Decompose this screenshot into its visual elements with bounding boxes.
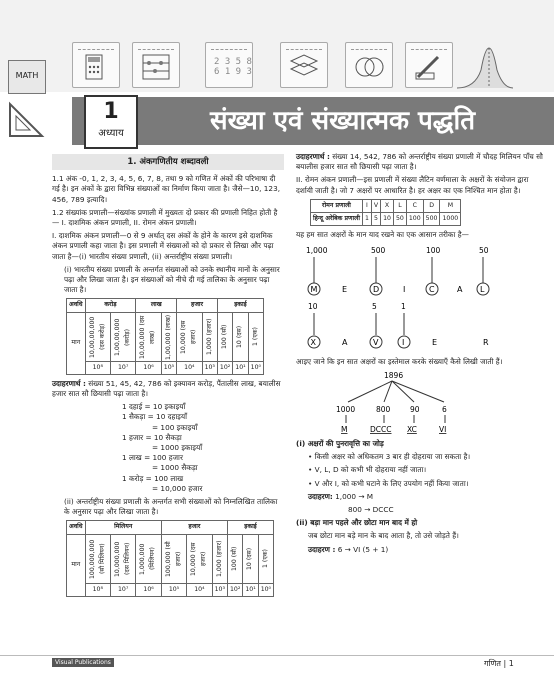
table-header: इकाई	[227, 521, 273, 534]
example-label: उदाहरणार्थ :	[52, 378, 86, 388]
example-text: संख्या 14, 542, 786 को अन्तर्राष्ट्रीय संख्या प्रणाली में चौदह मिलियन पाँच सौ बयालीस हजार सात सौ छियासी पढ़ा जाता है।	[296, 152, 543, 172]
table-cell: M	[440, 199, 461, 212]
table-cell: 10,00,000 (दस लाख)	[139, 314, 157, 359]
letter-circled: I	[402, 338, 405, 348]
table-cell: 100	[406, 213, 423, 226]
book-icon	[280, 42, 328, 88]
table-header: हजार	[177, 299, 218, 312]
row-label: मान	[67, 534, 86, 596]
indian-place-value-table	[66, 298, 264, 374]
bell-curve-icon	[455, 40, 515, 90]
table-cell: 10,000 (दस हजार)	[180, 319, 198, 354]
equation: 1 दहाई = 10 इकाइयाँ	[122, 402, 186, 412]
right-column	[296, 152, 546, 558]
bullet-item: • किसी अक्षर को अधिकतम 3 बार ही दोहराया जा सकता है।	[308, 452, 471, 462]
bullet-item: • V, L, D को कभी भी दोहराया नहीं जाता।	[308, 465, 427, 475]
tree-intro: आइए जाने कि इन सात अक्षरों का इस्तेमाल करके संख्याएँ कैसे लिखी जाती हैं।	[296, 356, 503, 366]
letter-circled: C	[429, 285, 435, 295]
letter: I	[403, 285, 406, 295]
table-cell: 10⁸	[85, 583, 110, 596]
table-header: करोड़	[85, 299, 136, 312]
table-cell: 100 (सौ)	[230, 546, 238, 571]
equation: = 10,000 हजार	[152, 483, 203, 493]
tree-roman: XC	[407, 424, 417, 434]
international-place-value-table	[66, 520, 274, 596]
set-square-icon	[6, 100, 46, 140]
chapter-label: अध्याय	[98, 128, 124, 139]
section-heading: 1. अंकगणितीय शब्दावली	[52, 154, 284, 170]
para-II: II. रोमन अंकन प्रणाली—इस प्रणाली में संख्या लैटिन वर्णमाला के अक्षरों के संयोजन द्वारा दर्शायी जाती है। जो 7 अक्षरों पर आधारित है। हर अक्षर का एक निश्चित मान होता है।	[296, 175, 529, 195]
example-value: 800 → DCCC	[348, 505, 394, 515]
value-label: 100	[426, 246, 441, 256]
row-label: मान	[67, 312, 86, 374]
para-1-1: 1.1 अंक -0, 1, 2, 3, 4, 5, 6, 7, 8, तथा 9 को गणित में अंकों की परिभाषा दी गई है। इन अंकों के द्वारा विभिन्न संख्याओं का निर्माण किया जाता है। जैसे—10, 123, 456, 789 इत्यादि।	[52, 174, 281, 204]
value-label: 500	[371, 246, 386, 256]
venn-icon	[345, 42, 393, 88]
row-label: हिन्दू अरेबिक प्रणाली	[311, 213, 363, 226]
tree-roman: DCCC	[370, 424, 392, 434]
tree-root: 1896	[384, 370, 404, 380]
table-cell: 10⁶	[136, 583, 161, 596]
table-cell: 50	[393, 213, 406, 226]
example-value: 6 → VI (5 + 1)	[337, 544, 389, 554]
table-cell: 10,00,00,000 (दस करोड़)	[88, 315, 106, 358]
tree-node: 800	[376, 404, 391, 414]
equation: = 100 इकाइयाँ	[152, 422, 198, 432]
table-cell: 10⁰	[258, 583, 273, 596]
table-cell: 10⁷	[110, 361, 135, 374]
table-header: इकाई	[217, 299, 263, 312]
equation: = 1000 इकाइयाँ	[152, 443, 203, 453]
table-cell: 10 (दस)	[246, 547, 254, 570]
abacus-icon	[132, 42, 180, 88]
rule-ii-text: जब छोटा मान बड़े मान के बाद आता है, तो उसे जोड़ते हैं।	[308, 531, 459, 541]
table-cell: L	[393, 199, 406, 212]
value-label: 10	[308, 302, 318, 312]
row-label: रोमन प्रणाली	[311, 199, 363, 212]
mnemonic-intro: यह हम सात अक्षरों के मान याद रखने का एक आसान तरीका है—	[296, 230, 469, 240]
table-cell: 1 (एक)	[261, 549, 269, 569]
table-cell: 1,000 (हजार)	[205, 318, 213, 355]
tree-node: 1000	[336, 404, 356, 414]
para-ii: (ii) अन्तर्राष्ट्रीय संख्या प्रणाली के अन्तर्गत सभी संख्याओं को निम्नलिखित तालिका के अनुसार पढ़ा और लिखा जाता है।	[64, 497, 278, 517]
example-text: संख्या 51, 45, 42, 786 को इक्यावन करोड़, पैंतालीस लाख, बयालीस हजार सात सौ छियासी पढ़ा जाता है।	[52, 378, 281, 399]
table-header: लाख	[136, 299, 177, 312]
table-cell: 10⁵	[161, 361, 176, 374]
letter: A	[457, 285, 463, 295]
example-label: उदाहरण :	[308, 544, 336, 554]
publisher-logo: Visual Publications	[52, 658, 114, 667]
equation: 1 करोड़ = 100 लाख	[122, 473, 184, 483]
table-cell: 100,000,000 (सौ मिलियन)	[88, 539, 106, 579]
table-cell: X	[381, 199, 394, 212]
table-cell: 10¹	[233, 361, 248, 374]
value-label: 1	[401, 302, 406, 312]
table-cell: 1,00,000 (लाख)	[164, 314, 172, 360]
table-header: हजार	[161, 521, 227, 534]
value-label: 1,000	[306, 246, 328, 256]
page-number: गणित | 1	[484, 659, 514, 668]
pencil-icon	[405, 42, 453, 88]
table-cell: 10 (दस)	[236, 325, 244, 348]
equation: 1 सैकड़ा = 10 दहाइयाँ	[122, 412, 187, 422]
table-cell: 10⁴	[177, 361, 202, 374]
table-cell: 1,000,000 (मिलियन)	[139, 542, 157, 575]
table-cell: 1	[362, 213, 371, 226]
letter-circled: X	[310, 338, 316, 348]
rule-i-heading: (i) अक्षरों की पुनरावृत्ति का जोड़	[296, 439, 384, 449]
table-cell: V	[371, 199, 380, 212]
letter-circled: V	[373, 338, 379, 348]
para-I: I. दाशमिक अंकन प्रणाली—0 से 9 अर्थात् दस अंकों के होने के कारण इसे दाशमिक अंकन प्रणाली कहा जाता है। इस प्रणाली में संख्याओं को दो प्रकार से लिखा और पढ़ा जाता है—(i) भारतीय संख्या प्रणाली, (ii) अन्तर्राष्ट्रीय संख्या प्रणाली।	[52, 231, 274, 261]
table-cell: 10⁷	[110, 583, 135, 596]
letter: R	[483, 338, 489, 348]
equation: 1 हजार = 10 सैकड़ा	[122, 432, 182, 442]
table-cell: 10³	[202, 361, 217, 374]
letter-circled: D	[373, 285, 380, 295]
table-cell: D	[423, 199, 440, 212]
table-cell: 10³	[212, 583, 227, 596]
tree-node: 90	[410, 404, 420, 414]
equation: = 1000 सैकड़ा	[152, 463, 198, 473]
calculator-icon	[72, 42, 120, 88]
table-cell: 10⁸	[85, 361, 110, 374]
left-column	[52, 152, 284, 597]
mnemonic-diagram	[296, 243, 546, 353]
table-cell: 10,000,000 (दस मिलियन)	[113, 540, 132, 577]
equation: 1 लाख = 100 हजार	[122, 453, 183, 463]
chapter-number: 1	[103, 99, 119, 124]
bullet-item: • V और I, को कभी घटाने के लिए उपयोग नहीं किया जाता।	[308, 478, 469, 488]
letter-circled: M	[310, 285, 318, 295]
chapter-number-box	[84, 95, 138, 149]
table-header: मिलियन	[85, 521, 161, 534]
example-value: 1,000 → M	[335, 491, 374, 501]
example-label: उदाहरण:	[308, 491, 333, 501]
table-header: अवधि	[67, 521, 86, 534]
table-header: अवधि	[67, 299, 86, 312]
para-1-2: 1.2 संख्यांक प्रणाली—संख्यांक प्रणाली में मुख्यतः दो प्रकार की प्रणाली निहित होती है— I. दाशमिक अंकन प्रणाली, II. रोमन अंकन प्रणाली।	[52, 207, 278, 228]
table-cell: 10¹	[243, 583, 258, 596]
table-cell: 10⁴	[187, 583, 212, 596]
table-cell: 5	[371, 213, 380, 226]
roman-value-table	[310, 199, 461, 226]
letter: E	[342, 285, 348, 295]
table-cell: 1,000 (हजार)	[215, 540, 223, 577]
table-cell: 10²	[217, 361, 232, 374]
table-cell: 100 (सौ)	[220, 324, 228, 349]
table-cell: 10²	[227, 583, 242, 596]
table-cell: I	[362, 199, 371, 212]
example-label: उदाहरणार्थ :	[296, 152, 330, 161]
table-cell: 10⁰	[248, 361, 263, 374]
table-cell: 1000	[440, 213, 461, 226]
value-label: 5	[372, 302, 377, 312]
table-cell: 10	[381, 213, 394, 226]
letter-circled: L	[480, 285, 485, 295]
letter: E	[432, 338, 438, 348]
value-label: 50	[479, 246, 489, 256]
table-cell: 500	[423, 213, 440, 226]
chapter-title: संख्या एवं संख्यात्मक पद्धति	[210, 106, 476, 136]
letter: A	[342, 338, 348, 348]
table-cell: 10⁵	[161, 583, 186, 596]
tree-roman: M	[341, 424, 348, 434]
para-i: (i) भारतीय संख्या प्रणाली के अन्तर्गत संख्याओं को उनके स्थानीय मानों के अनुसार पढ़ा और लिखा जाता है। इन संख्याओं को नीचे दी गई तालिका के अनुसार पढ़ा जाता है।	[64, 264, 280, 295]
number-tree-diagram	[296, 370, 546, 436]
table-cell: 10⁶	[136, 361, 161, 374]
table-cell: 1 (एक)	[251, 327, 259, 347]
numbers-icon: 2 3 5 8 6 1 9 3	[205, 42, 253, 88]
tree-node: 6	[442, 404, 447, 414]
table-cell: C	[406, 199, 423, 212]
table-cell: 100,000 (सौ हजार)	[164, 540, 182, 577]
rule-ii-heading: (ii) बड़ा मान पहले और छोटा मान बाद में हो	[296, 518, 418, 528]
table-cell: 10,000 (दस हजार)	[190, 541, 208, 576]
math-book-icon: MATH	[8, 60, 46, 94]
tree-roman: VI	[439, 424, 447, 434]
table-cell: 1,00,00,000 (करोड़)	[113, 317, 132, 356]
